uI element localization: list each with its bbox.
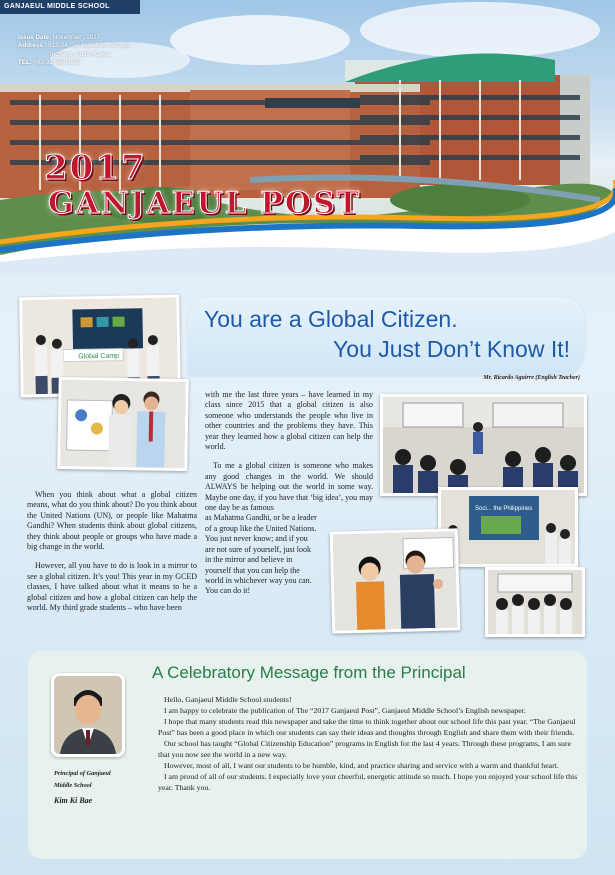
issue-date: November , 2017 [52,34,101,41]
message-paragraph: I am happy to celebrate the publication of The “2017 Ganjaeul Post”, Ganjaeul Middle School’s English newspaper. [164,706,526,715]
photo-students-group [485,567,585,637]
title-year: 2017 [44,148,147,188]
photo-screen-text: Soci... the Philippines [475,506,533,512]
principal-portrait [51,673,125,757]
article-author: Mr. Ricardo Aguirre (English Teacher) [483,375,580,381]
principal-caption-line-1: Principal of Ganjaeul [54,770,111,777]
message-paragraph: However, most of all, I want our students to be humble, kind, and practice sharing and service with a warm and thankful heart. [164,761,559,770]
address-line-1: 512-34, Seunghak-ro, Seo-gu, [48,42,132,50]
article-paragraph: When you think about what a global citizen means, what do you think about? Do you think about the United Nations (UN), or people like Mahatma Gandhi? When students think about global citizens, they think about people or groups who have made a big change in the world. [27,490,197,552]
school-name-banner: GANJAEUL MIDDLE SCHOOL [0,0,140,14]
principal-message [158,694,581,793]
article-column-1 [27,490,197,622]
tel-label: TEL: [18,59,32,67]
message-paragraph: I am proud of all of our students. I especially love your cheerful, energetic attitude so much. I hope you enjoyed your school life this year. Thank you. [158,772,578,792]
newspaper-title [44,148,362,221]
principal-caption-line-2: Middle School [54,782,92,789]
article-paragraph: with me the last three years – have learned in my class since 2015 that a global citizen is also someone who understands the people who live in other countries and the problems they have. This year they learned how a global citizen can help the world. [205,390,373,452]
headline-line-2: You Just Don’t Know It! [333,336,570,362]
issue-label: Issue Date: [18,34,52,41]
message-paragraph: Our school has taught “Global Citizenship Education” programs in English for the last 4 years. Through these programs, I am sure that you now see the world in a new way. [158,739,571,759]
article-paragraph-wrapped: as Mahatma Gandhi, or be a leader of a group like the United Nations. You just never know; and if you are not sure of yourself, just look in the mirror and believe in yourself that you can help the world in whichever way you can. You can do it! [205,513,317,596]
address-line-2: Incheon, South Korea [50,50,110,58]
photo-student-teacher [57,377,189,471]
tel-number: +82-32-568-1630 [33,59,82,67]
article-paragraph: To me a global citizen is someone who makes any good changes in the world. We should ALWAYS be helping out the world in some way. Maybe one day, if you have that ‘big idea’, you may one day be as famous [205,461,373,513]
title-name: GANJAEUL POST [48,186,362,221]
message-paragraph: I hope that many students read this newspaper and take the time to think together about our school life this past year. “The Ganjaeul Post” has been a good place in which our students can say their ideas and thoughts through English and share them with their friends. [158,717,576,737]
principal-name: Kim Ki Bae [54,796,93,805]
article-paragraph: However, all you have to do is look in a mirror to see a global citizen. It’s you! This year in my GCED classes, I have talked about what it means to be a global citizen and how a global citizen can help the world. My third grade students – who have been [27,561,197,613]
address-label: Address : [18,42,47,50]
article-column-2 [205,390,373,597]
issue-info [18,34,178,68]
photo-philippines-presentation [438,487,578,567]
principal-heading: A Celebratory Message from the Principal [152,663,466,682]
header-photo [0,0,615,275]
principal-title [54,768,134,792]
message-paragraph: Hello, Ganjaeul Middle School students! [164,695,292,704]
photo-banner-text: Global Camp [78,352,120,361]
photo-classroom [380,394,587,496]
headline-line-1: You are a Global Citizen. [204,306,458,332]
article-headline [200,304,580,364]
